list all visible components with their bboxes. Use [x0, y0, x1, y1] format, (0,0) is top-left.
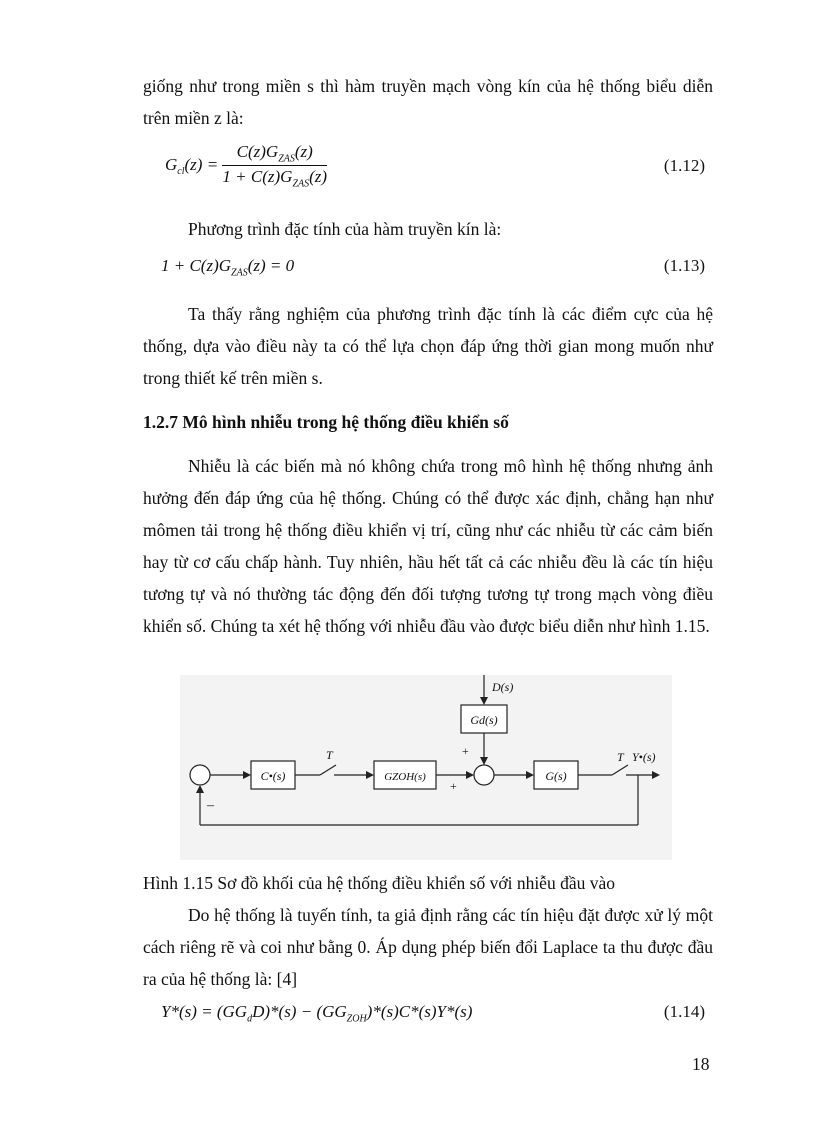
- equation-1-14: [143, 1002, 713, 1042]
- eq-lhs: G: [165, 154, 178, 174]
- paragraph-noise: Nhiễu là các biến mà nó không chứa trong mô hình hệ thống nhưng ảnh hưởng đến đáp ứng của hệ thống. Chúng có thể được xác định, chẳng hạn như mômen tải trong hệ thống điều khiển vị trí, cũng như các nhiễu từ các cảm biến hay từ cơ cấu chấp hành. Tuy nhiên, hầu hết tất cả các nhiễu đều là các tín hiệu tương tự và nó thường tác động đến đối tượng tương tự trong mạch vòng điều khiển số. Chúng ta xét hệ thống với nhiễu đầu vào được biểu diễn như hình 1.15.: [143, 456, 713, 636]
- block-diagram-figure: [180, 675, 672, 860]
- fraction-numerator: $C(z)G_{ZAS}(z)$: [222, 142, 327, 166]
- equation-number: (1.13): [663, 256, 705, 275]
- plus-left-sign: +: [450, 779, 457, 793]
- equation-1-14-formula: $Y*(s) = (GG_dD)*(s) - (GG_{ZOH})*(s)C*(s)Y*(s)$: [161, 1002, 473, 1025]
- block-gd-label: Gd(s): [470, 713, 498, 727]
- equation-1-13-formula: $1 + C(z)G_{ZAS}(z) = 0$: [161, 256, 295, 279]
- fraction-denominator: $1 + C(z)G_{ZAS}(z)$: [222, 167, 328, 190]
- summing-junction-left: [190, 765, 210, 785]
- equation-number: (1.12): [663, 156, 705, 175]
- block-g-label: G(s): [545, 769, 567, 783]
- plus-top-sign: +: [462, 744, 469, 758]
- output-label: Y•(s): [632, 750, 656, 764]
- eq-lhs-sub: cl: [177, 166, 185, 178]
- eq-lhs-arg: (z) =: [184, 154, 219, 174]
- page-number: 18: [692, 1054, 710, 1074]
- block-c-label: C•(s): [260, 769, 286, 783]
- summing-junction-main: [474, 765, 494, 785]
- paragraph-laplace: Do hệ thống là tuyến tính, ta giả định rằng các tín hiệu đặt được xử lý một cách riêng rẽ và coi như bằng 0. Áp dụng phép biến đổi Laplace ta thu được đầu ra của hệ thống là: [4]: [143, 905, 713, 989]
- equation-1-13: [143, 256, 713, 296]
- section-heading: 1.2.7 Mô hình nhiễu trong hệ thống điều khiển số: [143, 412, 509, 432]
- figure-caption: Hình 1.15 Sơ đồ khối của hệ thống điều khiển số với nhiễu đầu vào: [143, 873, 615, 893]
- paragraph-poles: Ta thấy rằng nghiệm của phương trình đặc tính là các điểm cực của hệ thống, dựa vào điều này ta có thể lựa chọn đáp ứng thời gian mong muốn như trong thiết kế trên miền s.: [143, 304, 713, 388]
- equation-number: (1.14): [663, 1002, 705, 1021]
- paragraph-intro: giống như trong miền s thì hàm truyền mạch vòng kín của hệ thống biểu diễn trên miền z là:: [143, 76, 713, 128]
- sampler-1-label: T: [326, 748, 333, 762]
- sampler-2-label: T: [617, 750, 624, 764]
- equation-1-12-formula: [165, 142, 327, 190]
- disturbance-label: D(s): [492, 680, 514, 694]
- block-gzoh-label: GZOH(s): [384, 771, 426, 783]
- equation-1-12: [143, 142, 713, 190]
- paragraph-characteristic: Phương trình đặc tính của hàm truyền kín là:: [188, 219, 502, 239]
- minus-sign: –: [207, 798, 214, 813]
- fraction: [222, 142, 327, 190]
